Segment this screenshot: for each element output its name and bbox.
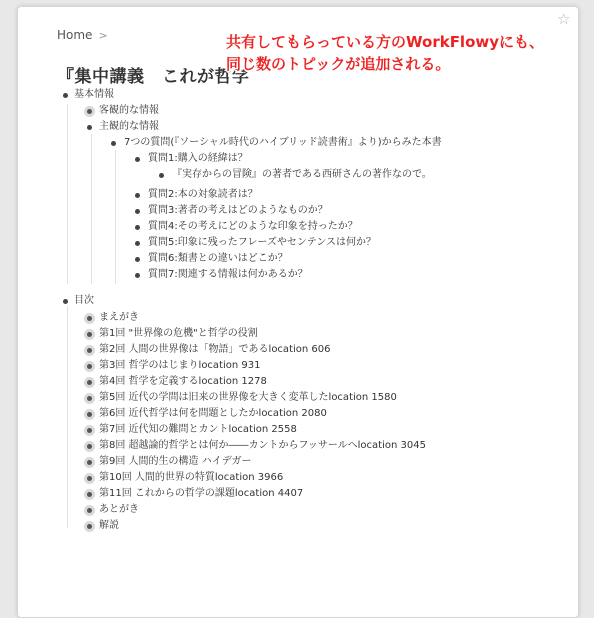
outline-item-q3[interactable]: 質問3:著者の考えはどのようなものか？ xyxy=(148,205,328,216)
bullet-icon[interactable] xyxy=(111,141,116,146)
guide-line xyxy=(67,104,68,284)
bullet-icon[interactable] xyxy=(135,257,140,262)
bullet-icon[interactable] xyxy=(135,193,140,198)
outline-item-q2[interactable]: 質問2:本の対象読者は？ xyxy=(148,189,258,200)
annotation-line-2: 同じ数のトピックが追加される。 xyxy=(226,55,451,73)
guide-line xyxy=(91,134,92,284)
collapsed-bullet-icon[interactable] xyxy=(87,476,92,481)
bullet-icon[interactable] xyxy=(135,157,140,162)
collapsed-bullet-icon[interactable] xyxy=(87,412,92,417)
page-title[interactable]: 『集中講義 これが哲学 xyxy=(57,67,250,87)
bullet-icon[interactable] xyxy=(87,125,92,130)
collapsed-bullet-icon[interactable] xyxy=(87,396,92,401)
guide-line xyxy=(115,150,116,284)
outline-item-seven-questions[interactable]: 7つの質問(『ソーシャル時代のハイブリッド読書術』より)からみた本書 xyxy=(124,137,442,148)
collapsed-bullet-icon[interactable] xyxy=(87,380,92,385)
breadcrumb xyxy=(57,28,108,42)
toc-item[interactable]: 第8回 超越論的哲学とは何か――カントからフッサールへlocation 3045 xyxy=(99,440,426,451)
collapsed-bullet-icon[interactable] xyxy=(87,428,92,433)
toc-item[interactable]: 第6回 近代哲学は何を問題としたかlocation 2080 xyxy=(99,408,327,419)
outline-item-toc[interactable]: 目次 xyxy=(74,295,94,306)
toc-item[interactable]: 解説 xyxy=(99,520,119,531)
breadcrumb-home[interactable]: Home xyxy=(57,28,93,42)
outline-item-basic-info[interactable]: 基本情報 xyxy=(74,89,114,100)
outline-item-objective[interactable]: 客観的な情報 xyxy=(99,105,159,116)
outline-item-q7[interactable]: 質問7:関連する情報は何かあるか？ xyxy=(148,269,308,280)
bullet-icon[interactable] xyxy=(135,273,140,278)
outline-item-q6[interactable]: 質問6:類書との違いはどこか？ xyxy=(148,253,288,264)
toc-item[interactable]: 第5回 近代の学問は旧来の世界像を大きく変革したlocation 1580 xyxy=(99,392,397,403)
guide-line xyxy=(67,306,68,528)
toc-item[interactable]: 第3回 哲学のはじまりlocation 931 xyxy=(99,360,261,371)
annotation-line-1: 共有してもらっている方のWorkFlowyにも、 xyxy=(226,33,545,51)
bullet-icon[interactable] xyxy=(135,209,140,214)
outline-item-q1[interactable]: 質問1:購入の経緯は？ xyxy=(148,153,248,164)
star-icon[interactable]: ☆ xyxy=(557,10,571,28)
outline-item-subjective[interactable]: 主観的な情報 xyxy=(99,121,159,132)
collapsed-bullet-icon[interactable] xyxy=(87,460,92,465)
collapsed-bullet-icon[interactable] xyxy=(87,332,92,337)
toc-item[interactable]: 第1回 "世界像の危機"と哲学の役割 xyxy=(99,328,258,339)
collapsed-bullet-icon[interactable] xyxy=(87,492,92,497)
collapsed-bullet-icon[interactable] xyxy=(87,348,92,353)
toc-item[interactable]: まえがき xyxy=(99,312,139,323)
toc-item[interactable]: 第9回 人間的生の構造 ハイデガー xyxy=(99,456,252,467)
toc-item[interactable]: 第2回 人間の世界像は「物語」であるlocation 606 xyxy=(99,344,331,355)
toc-item[interactable]: 第10回 人間的世界の特質location 3966 xyxy=(99,472,284,483)
collapsed-bullet-icon[interactable] xyxy=(87,316,92,321)
bullet-icon[interactable] xyxy=(63,93,68,98)
bullet-icon[interactable] xyxy=(63,299,68,304)
toc-item[interactable]: 第7回 近代知の難問とカントlocation 2558 xyxy=(99,424,297,435)
annotation-callout xyxy=(226,31,586,75)
collapsed-bullet-icon[interactable] xyxy=(87,508,92,513)
collapsed-bullet-icon[interactable] xyxy=(87,524,92,529)
collapsed-bullet-icon[interactable] xyxy=(87,444,92,449)
toc-item[interactable]: 第11回 これからの哲学の課題location 4407 xyxy=(99,488,304,499)
outline-item-q5[interactable]: 質問5:印象に残ったフレーズやセンテンスは何か？ xyxy=(148,237,377,248)
outline-item-q1-answer[interactable]: 『実存からの冒険』の著者である西研さんの著作なので。 xyxy=(172,169,432,180)
toc-item[interactable]: あとがき xyxy=(99,504,139,515)
breadcrumb-separator: > xyxy=(98,29,108,42)
toc-item[interactable]: 第4回 哲学を定義するlocation 1278 xyxy=(99,376,267,387)
collapsed-bullet-icon[interactable] xyxy=(87,364,92,369)
outline-item-q4[interactable]: 質問4:その考えにどのような印象を持ったか？ xyxy=(148,221,358,232)
bullet-icon[interactable] xyxy=(159,173,164,178)
collapsed-bullet-icon[interactable] xyxy=(87,109,92,114)
bullet-icon[interactable] xyxy=(135,225,140,230)
bullet-icon[interactable] xyxy=(135,241,140,246)
